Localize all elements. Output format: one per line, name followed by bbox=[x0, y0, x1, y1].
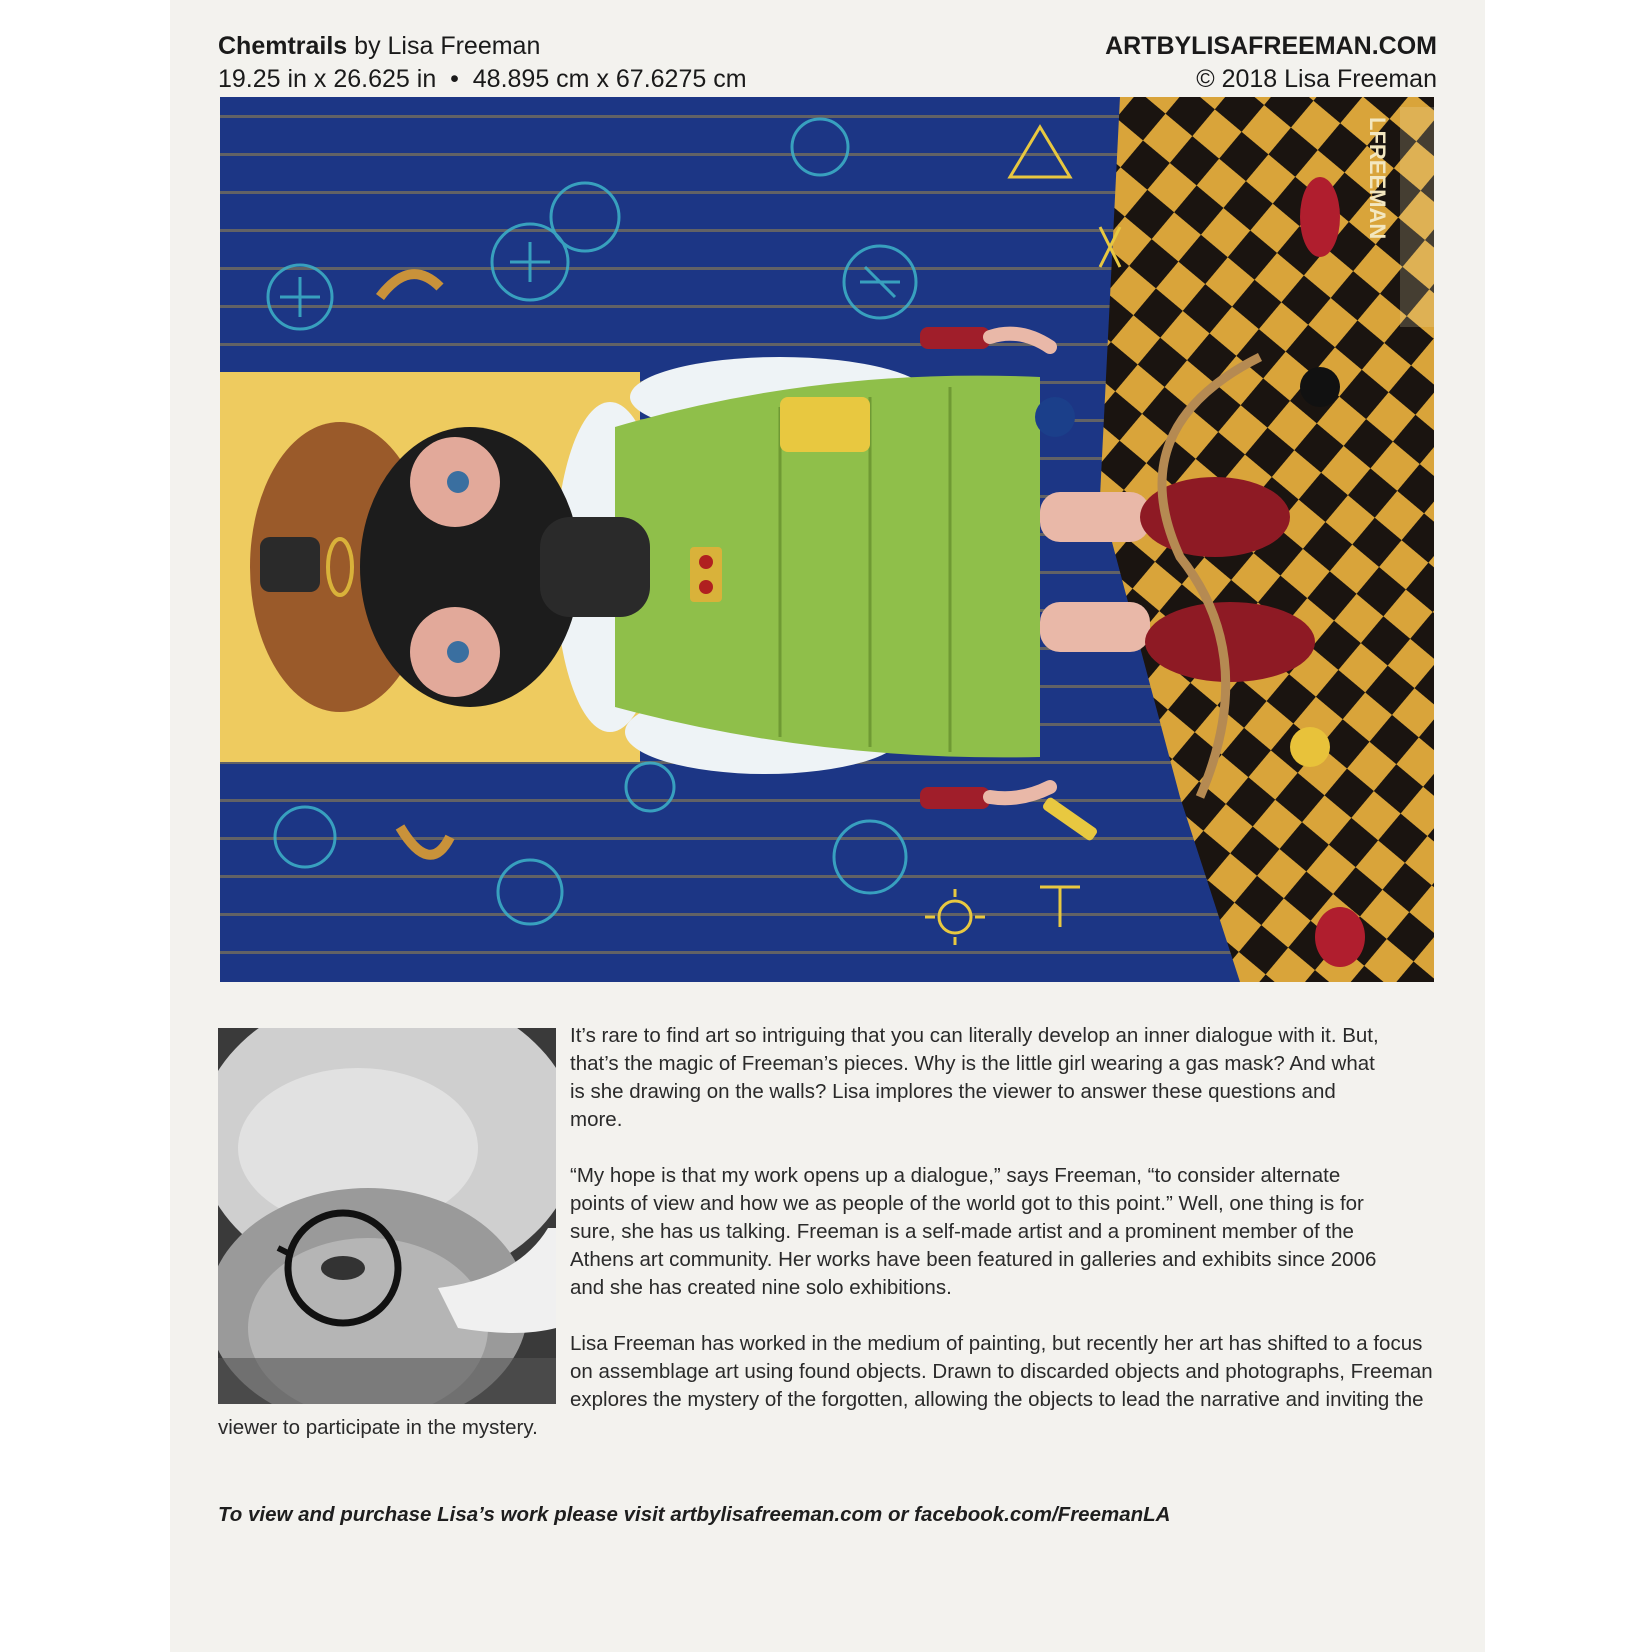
article-body bbox=[218, 1022, 1436, 1470]
document-page bbox=[170, 0, 1485, 1652]
article-paragraph: “My hope is that my work opens up a dialogue,” says Freeman, “to consider alternate points of view and how we as people of the world got to this point.” Well, one thing is for sure, she has us talking. Freeman is a self-made artist and a prominent member of the Athens art community. Her works have been featured in galleries and exhibits since 2006 and she has created nine solo exhibitions. bbox=[570, 1164, 1377, 1299]
artwork-title: Chemtrails bbox=[218, 32, 348, 60]
purchase-call-to-action[interactable]: To view and purchase Lisa’s work please visit artbylisafreeman.com or facebook.com/FreemanLA bbox=[218, 1503, 1171, 1526]
copyright-notice: © 2018 Lisa Freeman bbox=[1196, 65, 1437, 93]
painting-signature: LFREEMAN bbox=[1365, 117, 1390, 240]
artwork-info bbox=[218, 30, 747, 96]
artwork-dimensions: 19.25 in x 26.625 in • 48.895 cm x 67.6275 cm bbox=[218, 65, 747, 93]
article-paragraph: Lisa Freeman has worked in the medium of painting, but recently her art has shifted to a focus on assemblage art using found objects. Drawn to discarded objects and photographs, Freeman explores the mystery of the forgotten, allowing the objects to lead the narrative and inviting the viewer to participate in the mystery. bbox=[218, 1332, 1433, 1439]
website-url[interactable]: ARTBYLISAFREEMAN.COM bbox=[1105, 32, 1437, 60]
artwork-title-line bbox=[218, 30, 747, 63]
painting-image bbox=[220, 97, 1434, 982]
publisher-info bbox=[1105, 30, 1437, 96]
portrait-spacer bbox=[218, 1022, 570, 1404]
artist-byline: by Lisa Freeman bbox=[347, 32, 541, 60]
article-paragraph: It’s rare to find art so intriguing that you can literally develop an inner dialogue with it. But, that’s the magic of Freeman’s pieces. Why is the little girl wearing a gas mask? And what is she drawing on the walls? Lisa implores the viewer to answer these questions and more. bbox=[570, 1024, 1379, 1131]
